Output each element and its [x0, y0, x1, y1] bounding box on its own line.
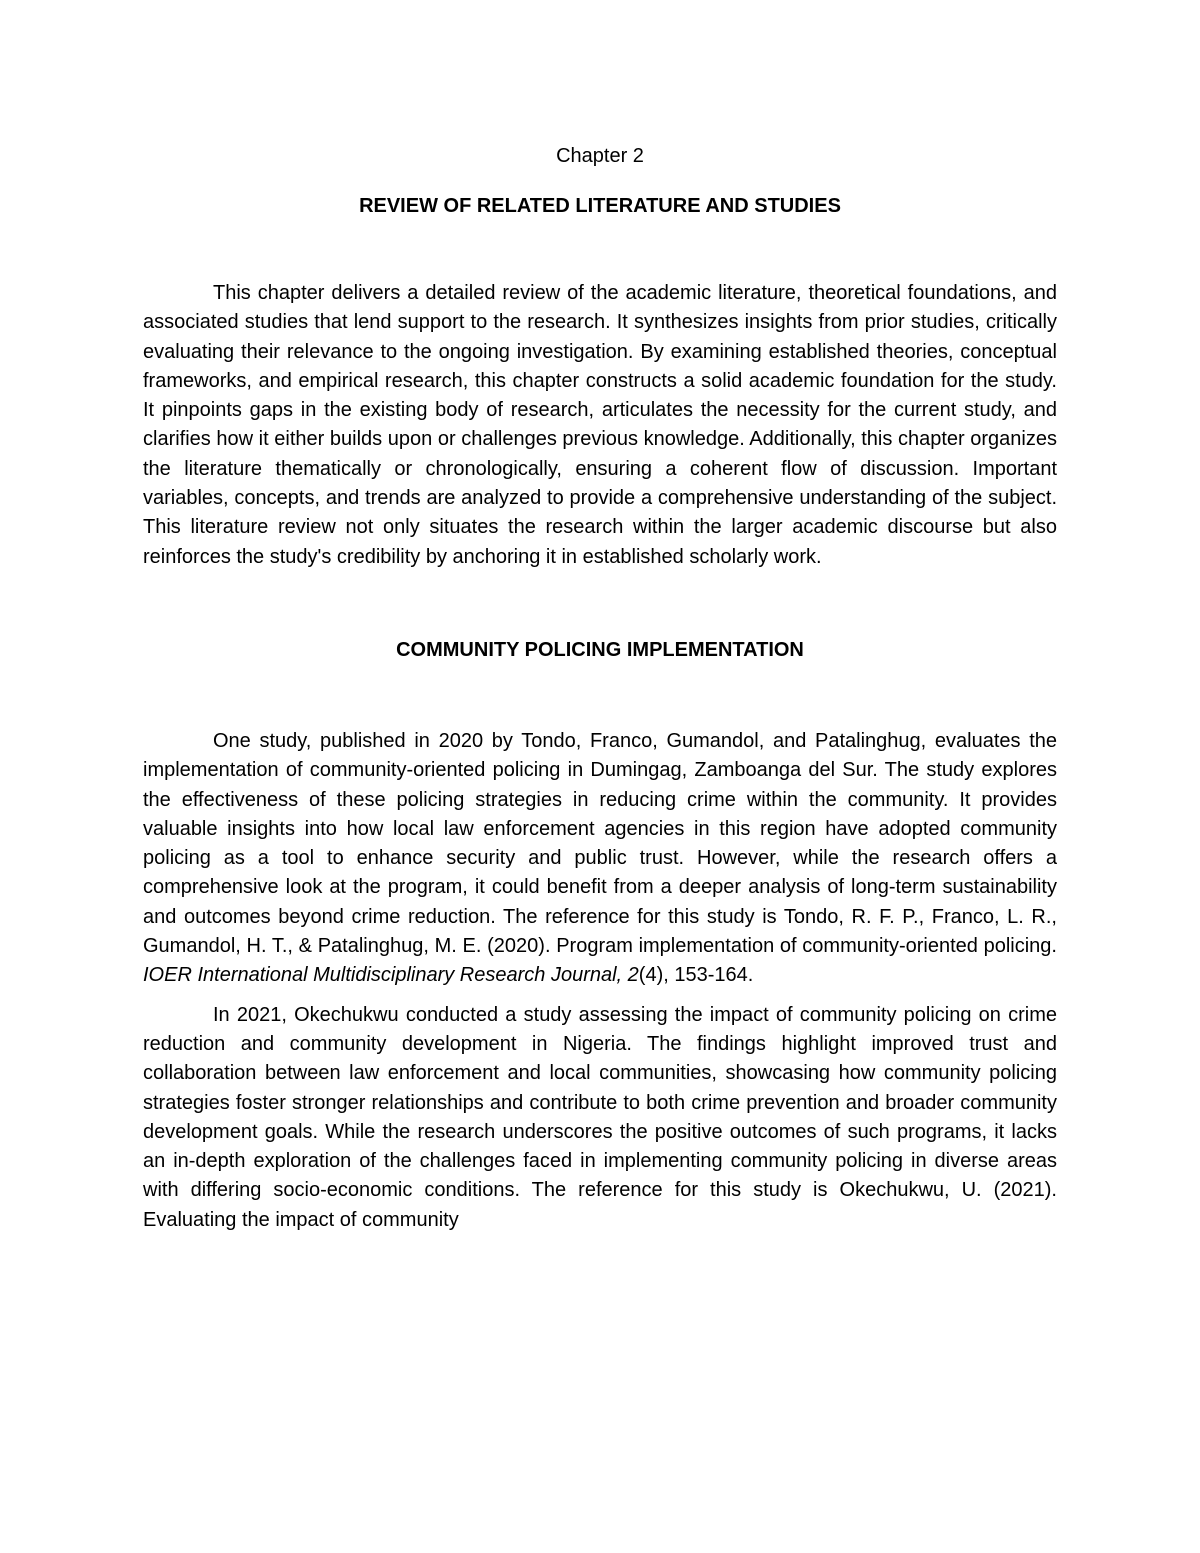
journal-name: IOER International Multidisciplinary Research Journal,	[143, 964, 623, 987]
journal-issue-pages: (4), 153-164.	[638, 964, 754, 987]
intro-paragraph: This chapter delivers a detailed review of the academic literature, theoretical foundations, and associated studies that lend support to the research. It synthesizes insights from prior studies, critically evaluating their relevance to the ongoing investigation. By examining established theories, conceptual frameworks, and empirical research, this chapter constructs a solid academic foundation for the study. It pinpoints gaps in the existing body of research, articulates the necessity for the current study, and clarifies how it either builds upon or challenges previous knowledge. Additionally, this chapter organizes the literature thematically or chronologically, ensuring a coherent flow of discussion. Important variables, concepts, and trends are analyzed to provide a comprehensive understanding of the subject. This literature review not only situates the research within the larger academic discourse but also reinforces the study's credibility by anchoring it in established scholarly work.	[143, 282, 1057, 568]
chapter-title: REVIEW OF RELATED LITERATURE AND STUDIES	[359, 195, 841, 217]
journal-volume: 2	[627, 964, 639, 987]
study-paragraph-tondo	[143, 727, 1057, 991]
section-heading: COMMUNITY POLICING IMPLEMENTATION	[396, 638, 804, 661]
study-paragraph-okechukwu: In 2021, Okechukwu conducted a study assessing the impact of community policing on crime reduction and community development in Nigeria. The findings highlight improved trust and collaboration between law enforcement and local communities, showcasing how community policing strategies foster stronger relationships and contribute to both crime prevention and broader community development goals. While the research underscores the positive outcomes of such programs, it lacks an in-depth exploration of the challenges faced in implementing community policing in diverse areas with differing socio-economic conditions. The reference for this study is Okechukwu, U. (2021). Evaluating the impact of community	[143, 1003, 1057, 1231]
paragraph-text: One study, published in 2020 by Tondo, Franco, Gumandol, and Patalinghug, evaluates the implementation of community-oriented policing in Dumingag, Zamboanga del Sur. The study explores the effectiveness of these policing strategies in reducing crime within the community. It provides valuable insights into how local law enforcement agencies in this region have adopted community policing as a tool to enhance security and public trust. However, while the research offers a comprehensive look at the program, it could benefit from a deeper analysis of long-term sustainability and outcomes beyond crime reduction. The reference for this study is Tondo, R. F. P., Franco, L. R., Gumandol, H. T., & Patalinghug, M. E. (2020). Program implementation of community-oriented policing.	[143, 729, 1057, 958]
chapter-label: Chapter 2	[556, 145, 644, 167]
page-content	[143, 139, 1057, 1235]
